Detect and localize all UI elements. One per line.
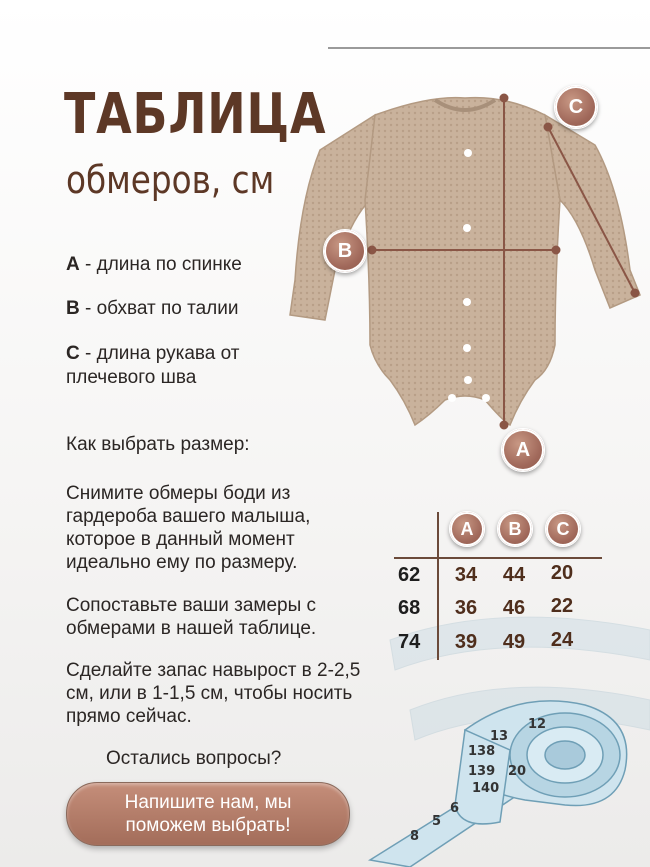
badge-c: C — [554, 85, 598, 129]
table-horizontal-rule — [394, 557, 602, 559]
contact-us-button-label: Напишите нам, мы поможем выбрать! — [124, 792, 292, 836]
tape-number-13: 13 — [490, 729, 509, 744]
tape-number-140: 140 — [472, 781, 500, 796]
table-cell: 36 — [454, 597, 478, 619]
tape-number-8: 8 — [410, 829, 420, 844]
legend-a-text: - длина по спинке — [79, 254, 242, 275]
table-header-a: A — [449, 511, 485, 547]
legend-b — [66, 297, 238, 321]
size-74: 74 — [398, 631, 421, 653]
instruction-paragraph-2: Сопоставьте ваши замеры с обмерами в нашей таблице. — [66, 595, 317, 639]
table-cell: 46 — [502, 597, 526, 619]
table-cell: 22 — [550, 595, 574, 617]
badge-b: B — [323, 229, 367, 273]
page-title: ТАБЛИЦА — [64, 82, 327, 147]
table-cell: 24 — [550, 629, 574, 651]
table-header-b: B — [497, 511, 533, 547]
legend-b-text: - обхват по талии — [79, 298, 239, 319]
tape-number-5: 5 — [432, 814, 442, 829]
page-subtitle: обмеров, см — [66, 158, 275, 202]
instruction-paragraph-1: Снимите обмеры боди из гардероба вашего малыша, которое в данный момент идеально ему по размеру. — [66, 483, 311, 573]
tape-number-139: 139 — [468, 764, 496, 779]
table-cell: 39 — [454, 631, 478, 653]
tape-number-138: 138 — [468, 744, 496, 759]
questions-text: Остались вопросы? — [106, 748, 282, 769]
table-cell: 20 — [550, 562, 574, 584]
table-header-c: C — [545, 511, 581, 547]
instruction-paragraph-3: Сделайте запас навырост в 2-2,5 см, или в 1-1,5 см, чтобы носить прямо сейчас. — [66, 660, 361, 727]
tape-number-6: 6 — [450, 801, 460, 816]
bodysuit-diagram — [280, 80, 650, 480]
legend-c — [66, 342, 306, 390]
table-cell: 44 — [502, 564, 526, 586]
legend-c-text: - длина рукава от плечевого шва — [66, 343, 240, 388]
legend-a — [66, 253, 242, 277]
legend-a-key: A — [66, 254, 80, 275]
legend-c-key: C — [66, 343, 80, 364]
legend-b-key: B — [66, 298, 80, 319]
contact-us-button[interactable] — [66, 782, 350, 846]
size-62: 62 — [398, 564, 421, 586]
table-cell: 34 — [454, 564, 478, 586]
table-cell: 49 — [502, 631, 526, 653]
how-to-choose-heading: Как выбрать размер: — [66, 434, 250, 455]
badge-a: A — [501, 428, 545, 472]
top-divider — [328, 47, 650, 49]
tape-number-12: 12 — [528, 717, 547, 732]
size-68: 68 — [398, 597, 421, 619]
tape-number-20: 20 — [508, 764, 527, 779]
